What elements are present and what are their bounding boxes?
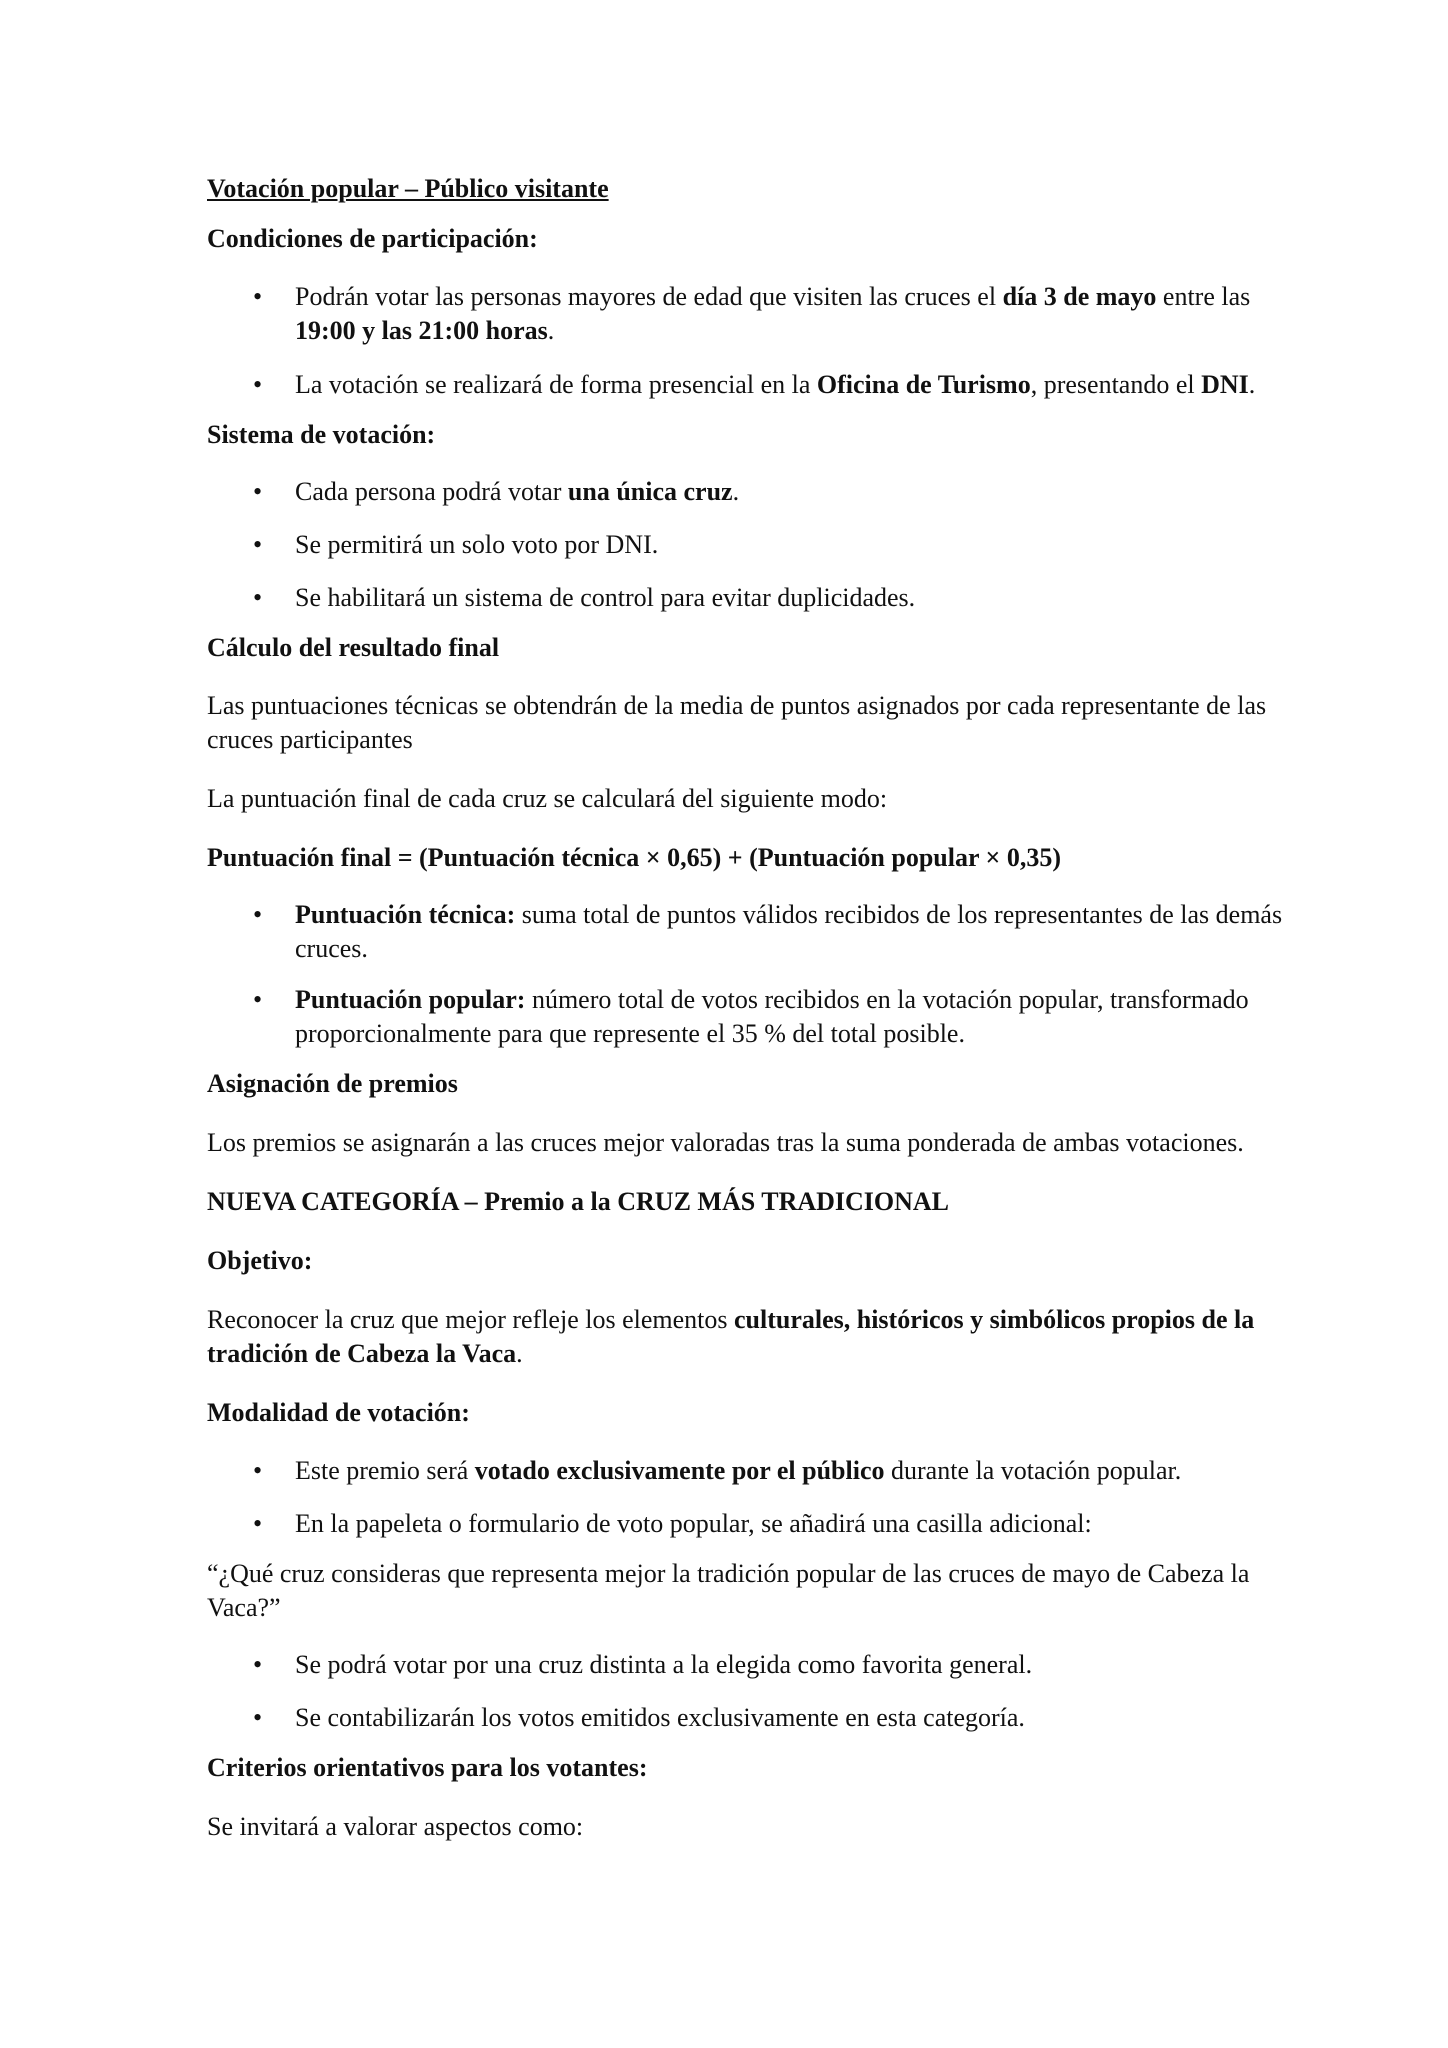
voting-system-list (207, 475, 1297, 615)
list-item: • Se permitirá un solo voto por DNI. (207, 528, 1297, 562)
bold-text: día 3 de mayo (1002, 282, 1157, 311)
list-item (207, 1454, 1297, 1488)
bold-text: Puntuación popular: (295, 985, 526, 1014)
new-category-heading: NUEVA CATEGORÍA – Premio a la CRUZ MÁS TRADICIONAL (207, 1187, 950, 1216)
list-item: • En la papeleta o formulario de voto popular, se añadirá una casilla adicional: (207, 1507, 1297, 1541)
prizes-heading: Asignación de premios (207, 1069, 458, 1098)
bold-text: 19:00 y las 21:00 horas (295, 316, 548, 345)
list-item: • Se podrá votar por una cruz distinta a la elegida como favorita general. (207, 1648, 1297, 1682)
criteria-heading: Criterios orientativos para los votantes: (207, 1753, 648, 1782)
text: durante la votación popular. (884, 1456, 1182, 1485)
final-result-heading: Cálculo del resultado final (207, 633, 500, 662)
question-paragraph: “¿Qué cruz consideras que representa mejor la tradición popular de las cruces de mayo de Cabeza la Vaca?” (207, 1559, 1250, 1622)
document-title: Votación popular – Público visitante (207, 174, 609, 203)
voting-system-heading: Sistema de votación: (207, 420, 436, 449)
paragraph: Se invitará a valorar aspectos como: (207, 1812, 584, 1841)
text: . (1248, 370, 1256, 399)
text: Este premio será (295, 1456, 475, 1485)
paragraph: Las puntuaciones técnicas se obtendrán de la media de puntos asignados por cada representante de las cruces participantes (207, 691, 1267, 754)
paragraph: Los premios se asignarán a las cruces mejor valoradas tras la suma ponderada de ambas votaciones. (207, 1128, 1244, 1157)
list-item (207, 280, 1297, 348)
text: número total de votos recibidos en la votación popular, transformado proporcionalmente para que represente el 35 % del total posible. (295, 985, 1249, 1048)
conditions-heading: Condiciones de participación: (207, 224, 538, 253)
text: Cada persona podrá votar (295, 477, 568, 506)
bold-text: votado exclusivamente por el público (474, 1456, 885, 1485)
text: suma total de puntos válidos recibidos de los representantes de las demás cruces. (295, 900, 1283, 963)
text: . (547, 316, 555, 345)
objective-paragraph (207, 1303, 1297, 1371)
text: entre las (1156, 282, 1251, 311)
paragraph: La puntuación final de cada cruz se calculará del siguiente modo: (207, 784, 888, 813)
bold-text: una única cruz (567, 477, 733, 506)
modality-heading: Modalidad de votación: (207, 1398, 470, 1427)
list-item (207, 368, 1297, 402)
bold-text: Puntuación técnica: (295, 900, 516, 929)
text: Podrán votar las personas mayores de edad que visiten las cruces el (295, 282, 1003, 311)
text: La votación se realizará de forma presencial en la (295, 370, 817, 399)
text: Reconocer la cruz que mejor refleje los elementos (207, 1305, 734, 1334)
formula: Puntuación final = (Puntuación técnica × 0,65) + (Puntuación popular × 0,35) (207, 843, 1062, 872)
bold-text: culturales, históricos y simbólicos propios de la tradición de Cabeza la Vaca (207, 1305, 1255, 1368)
scores-list (207, 898, 1297, 1051)
category-rules-list (207, 1648, 1297, 1735)
list-item: • Se contabilizarán los votos emitidos exclusivamente en esta categoría. (207, 1701, 1297, 1735)
list-item (207, 475, 1297, 509)
conditions-list (207, 280, 1297, 402)
bold-text: DNI (1201, 370, 1249, 399)
text: . (732, 477, 740, 506)
list-item (207, 898, 1297, 966)
list-item: • Se habilitará un sistema de control para evitar duplicidades. (207, 581, 1297, 615)
bold-text: Oficina de Turismo (816, 370, 1031, 399)
document-page (207, 172, 1297, 1844)
modality-list (207, 1454, 1297, 1541)
objective-heading: Objetivo: (207, 1246, 313, 1275)
list-item (207, 983, 1297, 1051)
text: . (516, 1339, 523, 1368)
text: , presentando el (1030, 370, 1202, 399)
